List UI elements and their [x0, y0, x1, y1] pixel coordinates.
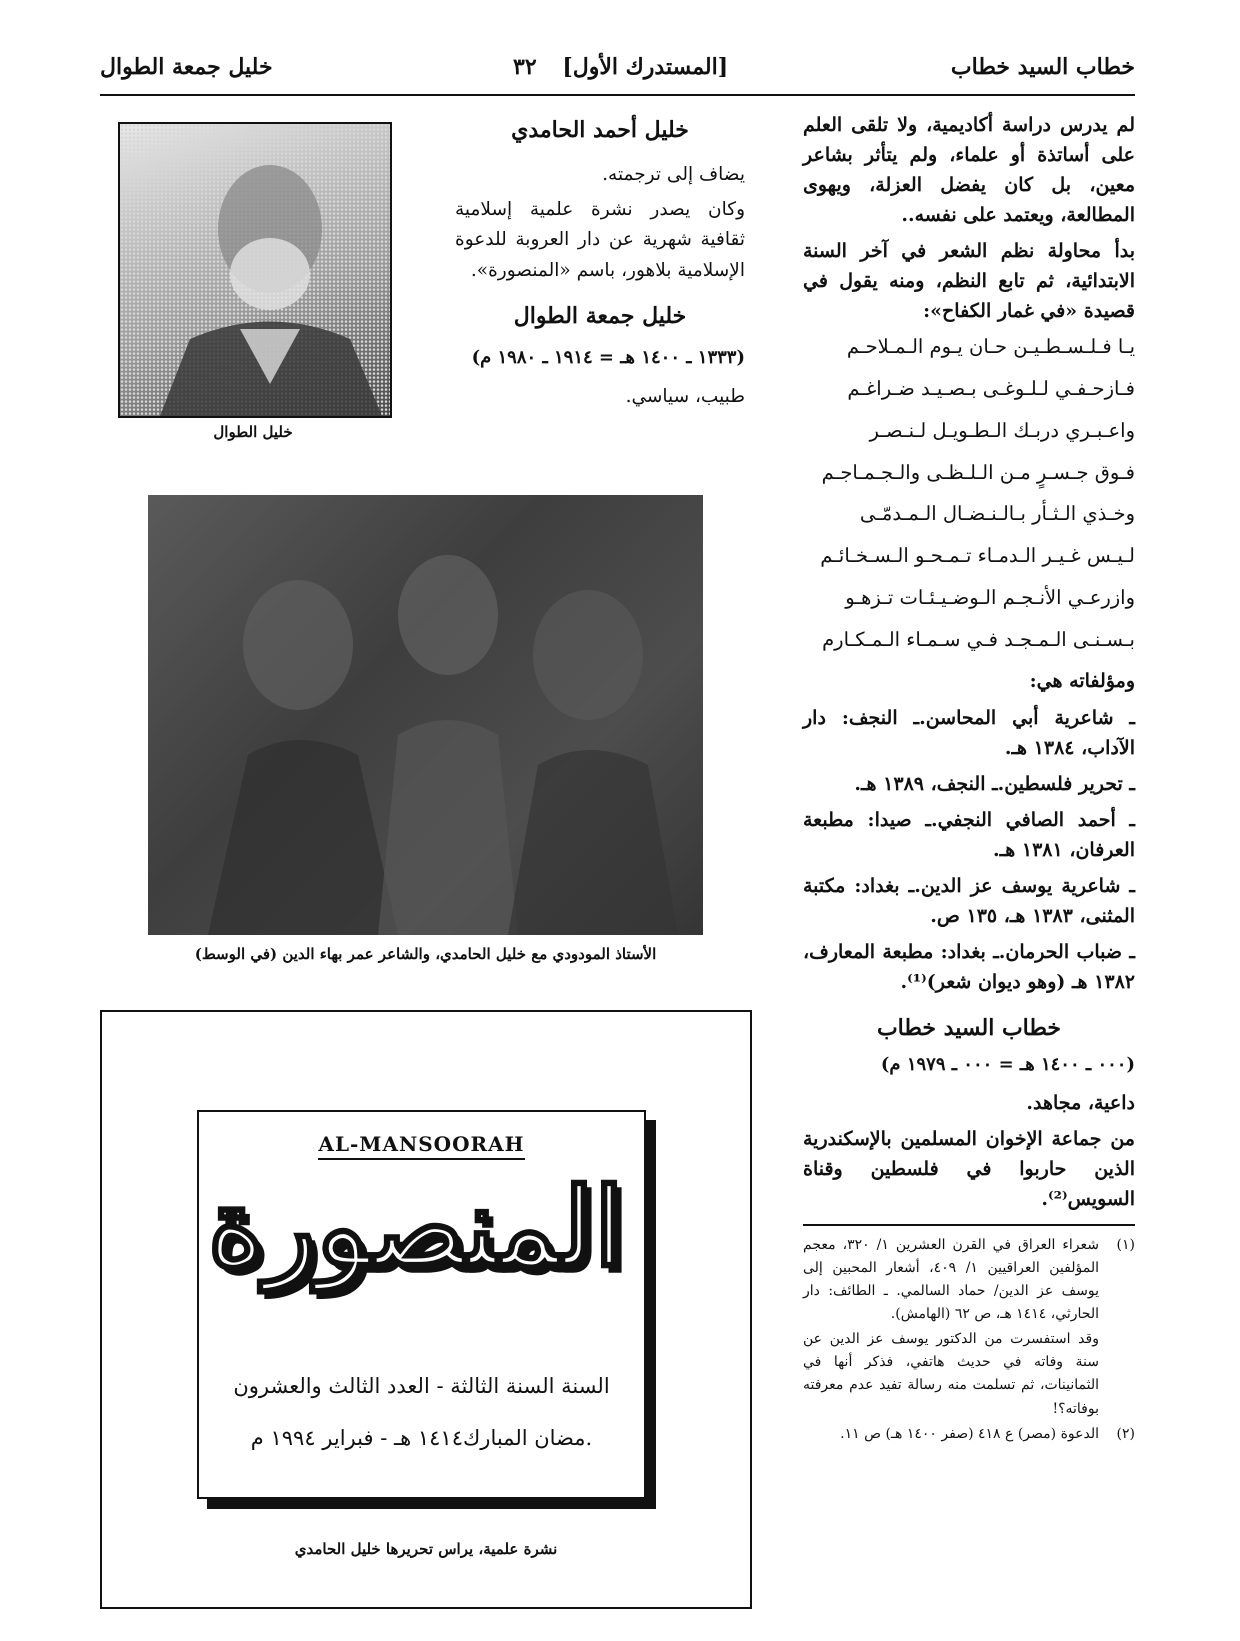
- portrait-photo: [118, 122, 392, 418]
- footnote: [803, 1328, 1135, 1420]
- header-left-title: خليل جمعة الطوال: [100, 54, 273, 80]
- verse: وازرعـي الأنـجـم الـوضـيـئـات تـزهـو: [845, 585, 1135, 609]
- header-section-label: [المستدرك الأول]: [562, 54, 729, 80]
- page-number: ٣٢: [513, 54, 537, 80]
- verse: واعـبـري دربـك الـطـويـل لـنـصـر: [869, 418, 1135, 442]
- intro-paragraph: لم يدرس دراسة أكاديمية، ولا تلقى العلم على أساتذة أو علماء، ولم يتأثر بشاعر معين، بل كان يفضل العزلة، ويهوى المطالعة، ويعتمد على نفسه..: [803, 114, 1135, 227]
- verse: يـا فـلـسـطـيـن حـان يـوم الـمـلاحـم: [846, 335, 1135, 359]
- cover-arabic-logo: المنصورة: [207, 1165, 624, 1291]
- middle-column: [455, 112, 745, 417]
- footnote-number: [1107, 1328, 1135, 1420]
- work-item: ـ أحمد الصافي النجفي.ـ صيدا: مطبعة العرفان، ١٣٨١ هـ.: [803, 808, 1135, 861]
- work-item: ـ ضباب الحرمان.ـ بغداد: مطبعة المعارف، ١٣٨٢ هـ (وهو ديوان شعر)⁽¹⁾.: [803, 940, 1135, 993]
- tawal-role: طبيب، سياسي.: [625, 386, 745, 408]
- verse: بـسـنـى الـمـجـد فـي سـمـاء الـمـكـارم: [822, 627, 1135, 651]
- khattab-paragraph: من جماعة الإخوان المسلمين بالإسكندرية الذين حاربوا في فلسطين وقناة السويس⁽²⁾.: [803, 1127, 1135, 1210]
- footnote-text: شعراء العراق في القرن العشرين ١/ ٣٢٠، معجم المؤلفين العراقيين ١/ ٤٠٩، أشعار المحبين إلى يوسف عز الدين/ حماد السالمي. ـ الطائف: دار الحارثي، ١٤١٤ هـ، ص ٦٢ (الهامش).: [803, 1236, 1100, 1323]
- cover-english-text: AL-MANSOORAH: [318, 1132, 524, 1160]
- hamidi-paragraph: وكان يصدر نشرة علمية إسلامية ثقافية شهرية عن دار العروبة للدعوة الإسلامية بلاهور، باسم «المنصورة».: [455, 198, 745, 281]
- tawal-title: خليل جمعة الطوال: [513, 303, 687, 330]
- khattab-dates: (٠٠٠ ـ ١٤٠٠ هـ = ٠٠٠ ـ ١٩٧٩ م): [880, 1054, 1135, 1076]
- work-item: ـ شاعرية يوسف عز الدين.ـ بغداد: مكتبة المثنى، ١٣٨٣ هـ، ١٣٥ ص.: [803, 874, 1135, 927]
- cover-english-title: [199, 1132, 644, 1156]
- hamidi-title: خليل أحمد الحامدي: [511, 117, 689, 143]
- page-header: [100, 50, 1135, 96]
- cover-issue-line: السنة السنة الثالثة - العدد الثالث والعشرون: [233, 1374, 610, 1398]
- poem: [803, 332, 1135, 655]
- verse: فـوق جـسـرٍ مـن الـلـظـى والـجـمـاجـم: [821, 460, 1135, 484]
- khattab-title: خطاب السيد خطاب: [876, 1014, 1062, 1041]
- cover-caption: نشرة علمية، يراس تحريرها خليل الحامدي: [294, 1540, 558, 1558]
- magazine-cover-frame: [100, 1010, 752, 1609]
- work-item: ـ شاعرية أبي المحاسن.ـ النجف: دار الآداب، ١٣٨٤ هـ.: [803, 706, 1135, 759]
- group-photo-caption: الأستاذ المودودي مع خليل الحامدي، والشاعر عمر بهاء الدين (في الوسط): [194, 945, 657, 963]
- hamidi-addition: يضاف إلى ترجمته.: [602, 164, 745, 186]
- footnote: [803, 1423, 1135, 1446]
- works-intro: ومؤلفاته هي:: [1029, 670, 1135, 693]
- poetry-intro-paragraph: بدأ محاولة نظم الشعر في آخر السنة الابتدائية، ثم تابع النظم، ومنه يقول في قصيدة «في غمار الكفاح»:: [803, 240, 1135, 323]
- verse: فـازحـفـي لـلـوغـى بـصـيـد ضـراغـم: [847, 376, 1135, 400]
- khattab-role: داعية، مجاهد.: [1026, 1091, 1135, 1114]
- footnote-number: (٢): [1116, 1425, 1135, 1442]
- footnote-text: الدعوة (مصر) ع ٤١٨ (صفر ١٤٠٠ هـ) ص ١١.: [840, 1425, 1099, 1442]
- group-photo: [148, 495, 703, 935]
- cover-date-line: .مضان المبارك١٤١٤ هـ - فبراير ١٩٩٤ م: [250, 1426, 593, 1450]
- footnotes: [803, 1224, 1135, 1446]
- header-right-title: خطاب السيد خطاب: [950, 54, 1135, 80]
- footnote-number: (١): [1116, 1236, 1135, 1253]
- magazine-cover: [197, 1110, 646, 1499]
- work-item: ـ تحرير فلسطين.ـ النجف، ١٣٨٩ هـ.: [854, 772, 1135, 795]
- portrait-figure: [120, 124, 390, 416]
- right-column: [803, 110, 1135, 1448]
- footnote: [803, 1234, 1135, 1326]
- portrait-caption: خليل الطوال: [213, 423, 293, 441]
- group-photo-figures: [148, 495, 703, 935]
- tawal-dates: (١٣٣٣ ـ ١٤٠٠ هـ = ١٩١٤ ـ ١٩٨٠ م): [471, 346, 745, 368]
- verse: لـيـس غـيـر الـدمـاء تـمـحـو الـسـخـائـم: [820, 544, 1135, 568]
- footnote-text: وقد استفسرت من الدكتور يوسف عز الدين عن سنة وفاته في حديث هاتفي، فذكر أنها في الثمانينات، ثم تسلمت منه رسالة تفيد عدم معرفته بوفاته؟!: [803, 1331, 1099, 1417]
- header-center: [495, 54, 728, 80]
- verse: وخـذي الـثـأر بـالـنـضـال الـمـدمّـى: [859, 502, 1135, 526]
